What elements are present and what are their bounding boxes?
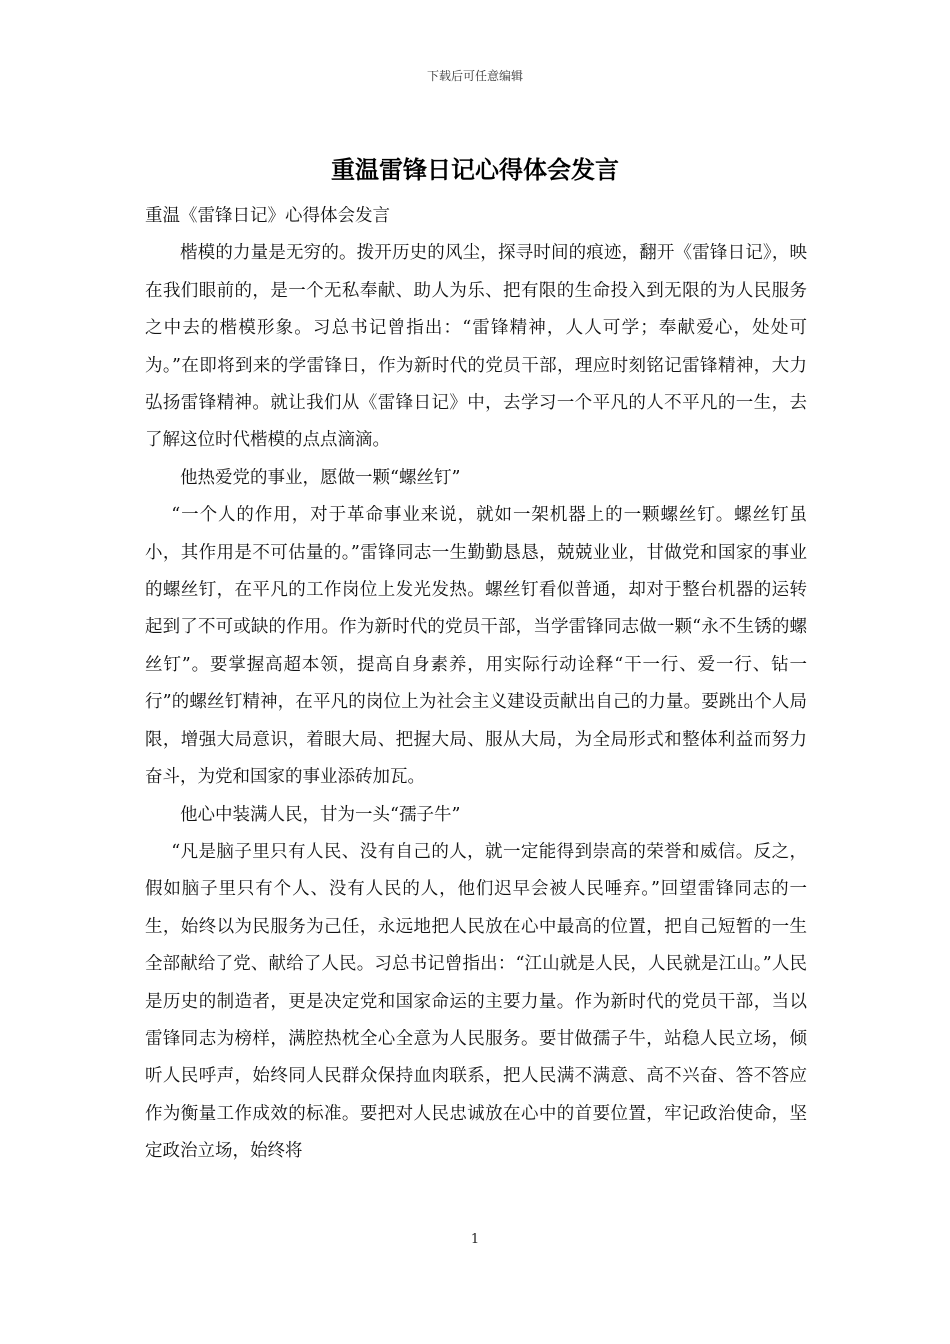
section-heading-screw: 他热爱党的事业，愿做一颗“螺丝钉” (180, 467, 461, 488)
paragraph-ox: “凡是脑子里只有人民、没有自己的人，就一定能得到崇高的荣誉和威信。反之，假如脑子里只有个人、没有人民的人，他们迟早会被人民唾弃。”回望雷锋同志的一生，始终以为民服务为己任，永远地把人民放在心中最高的位置，把自己短暂的一生全部献给了党、献给了人民。习总书记曾指出：“江山就是人民，人民就是江山。”人民是历史的制造者，更是决定党和国家命运的主要力量。作为新时代的党员干部，当以雷锋同志为榜样，满腔热枕全心全意为人民服务。要甘做孺子牛，站稳人民立场，倾听人民呼声，始终同人民群众保持血肉联系，把人民满不满意、高不兴奋、答不答应作为衡量工作成效的标准。要把对人民忠诚放在心中的首要位置，牢记政治使命，坚定政治立场，始终将 (145, 841, 807, 1162)
paragraph-screw: “一个人的作用，对于革命事业来说，就如一架机器上的一颗螺丝钉。螺丝钉虽小，其作用是不可估量的。”雷锋同志一生勤勤恳恳，兢兢业业，甘做党和国家的事业的螺丝钉，在平凡的工作岗位上发光发热。螺丝钉看似普通，却对于整台机器的运转起到了不可或缺的作用。作为新时代的党员干部，当学雷锋同志做一颗“永不生锈的螺丝钉”。要掌握高超本领，提高自身素养，用实际行动诠释“干一行、爱一行、钻一行”的螺丝钉精神，在平凡的岗位上为社会主义建设贡献出自己的力量。要跳出个人局限，增强大局意识，着眼大局、把握大局、服从大局，为全局形式和整体利益而努力奋斗，为党和国家的事业添砖加瓦。 (145, 505, 807, 788)
section-heading-ox: 他心中装满人民，甘为一头“孺子牛” (180, 804, 461, 825)
page-number: 1 (470, 1232, 480, 1247)
page-header: 下载后可任意编辑 (426, 69, 523, 83)
document-body (145, 198, 807, 1171)
document-title: 重温雷锋日记心得体会发言 (331, 155, 619, 184)
paragraph-intro: 楷模的力量是无穷的。拨开历史的风尘，探寻时间的痕迹，翻开《雷锋日记》，映在我们眼前的，是一个无私奉献、助人为乐、把有限的生命投入到无限的为人民服务之中去的楷模形象。习总书记曾指出：“雷锋精神，人人可学；奉献爱心，处处可为。”在即将到来的学雷锋日，作为新时代的党员干部，理应时刻铭记雷锋精神，大力弘扬雷锋精神。就让我们从《雷锋日记》中，去学习一个平凡的人不平凡的一生，去了解这位时代楷模的点点滴滴。 (145, 243, 807, 451)
document-subtitle: 重温《雷锋日记》心得体会发言 (145, 206, 390, 226)
